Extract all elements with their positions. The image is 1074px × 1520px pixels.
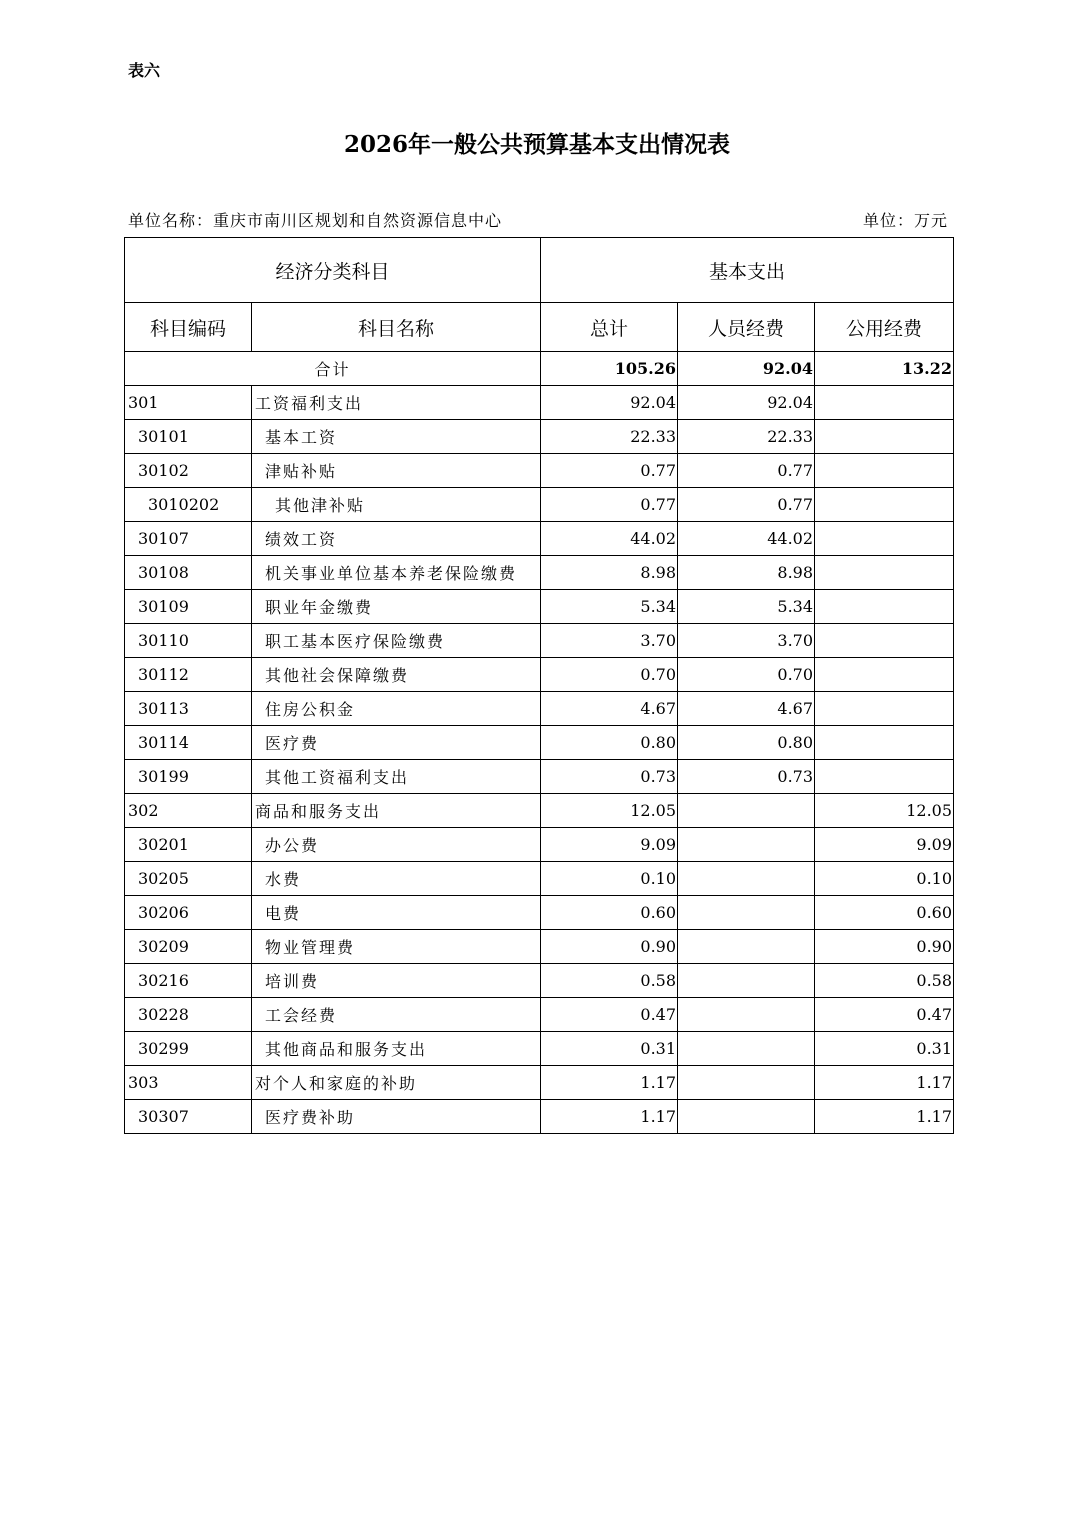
row-total: 0.58 (541, 964, 678, 998)
row-total: 0.70 (541, 658, 678, 692)
row-code: 3010202 (125, 488, 252, 522)
row-code: 30101 (125, 420, 252, 454)
row-code: 30307 (125, 1100, 252, 1134)
row-total: 0.31 (541, 1032, 678, 1066)
row-public (815, 760, 954, 794)
row-personnel: 8.98 (678, 556, 815, 590)
table-row (125, 1032, 954, 1066)
row-personnel (678, 828, 815, 862)
row-personnel (678, 930, 815, 964)
row-total: 1.17 (541, 1100, 678, 1134)
row-public (815, 590, 954, 624)
row-public: 0.31 (815, 1032, 954, 1066)
row-public: 1.17 (815, 1100, 954, 1134)
row-total: 0.60 (541, 896, 678, 930)
table-row (125, 794, 954, 828)
row-personnel: 3.70 (678, 624, 815, 658)
row-code: 30108 (125, 556, 252, 590)
header-row-group (125, 238, 954, 303)
row-total: 12.05 (541, 794, 678, 828)
unit-name-label: 单位名称：重庆市南川区规划和自然资源信息中心 (128, 211, 503, 230)
row-public: 9.09 (815, 828, 954, 862)
row-name: 培训费 (252, 964, 541, 998)
table-row (125, 896, 954, 930)
row-total: 0.77 (541, 488, 678, 522)
table-row (125, 930, 954, 964)
header-total: 总计 (541, 303, 678, 352)
row-personnel: 5.34 (678, 590, 815, 624)
row-name: 其他商品和服务支出 (252, 1032, 541, 1066)
row-public: 0.90 (815, 930, 954, 964)
row-personnel (678, 862, 815, 896)
table-row (125, 658, 954, 692)
table-row (125, 590, 954, 624)
row-personnel: 0.77 (678, 454, 815, 488)
row-code: 30216 (125, 964, 252, 998)
row-personnel: 92.04 (678, 386, 815, 420)
row-total: 3.70 (541, 624, 678, 658)
row-personnel: 0.80 (678, 726, 815, 760)
table-row (125, 624, 954, 658)
row-code: 302 (125, 794, 252, 828)
row-code: 30114 (125, 726, 252, 760)
row-code: 30299 (125, 1032, 252, 1066)
row-name: 物业管理费 (252, 930, 541, 964)
row-name: 工资福利支出 (252, 386, 541, 420)
row-public (815, 692, 954, 726)
table-row (125, 556, 954, 590)
row-personnel: 0.70 (678, 658, 815, 692)
table-row (125, 386, 954, 420)
row-total: 0.90 (541, 930, 678, 964)
table-row (125, 522, 954, 556)
row-code: 30206 (125, 896, 252, 930)
row-code: 303 (125, 1066, 252, 1100)
row-personnel: 22.33 (678, 420, 815, 454)
row-public (815, 624, 954, 658)
row-name: 对个人和家庭的补助 (252, 1066, 541, 1100)
table-row (125, 964, 954, 998)
header-personnel: 人员经费 (678, 303, 815, 352)
row-code: 30107 (125, 522, 252, 556)
row-public: 0.60 (815, 896, 954, 930)
row-total: 0.77 (541, 454, 678, 488)
row-total: 44.02 (541, 522, 678, 556)
total-row (125, 352, 954, 386)
row-total: 92.04 (541, 386, 678, 420)
row-name: 其他工资福利支出 (252, 760, 541, 794)
row-public (815, 420, 954, 454)
header-basic-expenditure: 基本支出 (541, 238, 954, 303)
total-public: 13.22 (815, 352, 954, 386)
row-name: 医疗费 (252, 726, 541, 760)
header-code: 科目编码 (125, 303, 252, 352)
row-name: 津贴补贴 (252, 454, 541, 488)
table-row (125, 1066, 954, 1100)
total-personnel: 92.04 (678, 352, 815, 386)
row-name: 医疗费补助 (252, 1100, 541, 1134)
table-row (125, 828, 954, 862)
row-personnel (678, 1066, 815, 1100)
row-personnel (678, 964, 815, 998)
row-total: 5.34 (541, 590, 678, 624)
row-public (815, 454, 954, 488)
header-row-columns (125, 303, 954, 352)
row-public (815, 488, 954, 522)
total-label: 合计 (125, 352, 541, 386)
row-name: 电费 (252, 896, 541, 930)
expenditure-table (124, 237, 954, 1134)
row-personnel (678, 794, 815, 828)
row-code: 30112 (125, 658, 252, 692)
table-row (125, 488, 954, 522)
row-personnel: 44.02 (678, 522, 815, 556)
row-name: 绩效工资 (252, 522, 541, 556)
row-code: 30201 (125, 828, 252, 862)
row-name: 水费 (252, 862, 541, 896)
document-title: 2026年一般公共预算基本支出情况表 (343, 131, 730, 158)
row-personnel (678, 1032, 815, 1066)
row-public: 12.05 (815, 794, 954, 828)
table-row (125, 998, 954, 1032)
row-public: 0.10 (815, 862, 954, 896)
row-total: 1.17 (541, 1066, 678, 1100)
unit-label: 单位：万元 (862, 211, 948, 230)
row-total: 4.67 (541, 692, 678, 726)
row-name: 办公费 (252, 828, 541, 862)
row-public: 0.47 (815, 998, 954, 1032)
header-name: 科目名称 (252, 303, 541, 352)
row-code: 30199 (125, 760, 252, 794)
row-total: 8.98 (541, 556, 678, 590)
row-code: 30205 (125, 862, 252, 896)
row-name: 基本工资 (252, 420, 541, 454)
row-public (815, 522, 954, 556)
row-code: 30110 (125, 624, 252, 658)
row-name: 职业年金缴费 (252, 590, 541, 624)
row-public: 1.17 (815, 1066, 954, 1100)
row-name: 机关事业单位基本养老保险缴费 (252, 556, 541, 590)
row-total: 9.09 (541, 828, 678, 862)
row-personnel: 0.73 (678, 760, 815, 794)
table-row (125, 862, 954, 896)
row-code: 30209 (125, 930, 252, 964)
row-total: 0.10 (541, 862, 678, 896)
row-total: 22.33 (541, 420, 678, 454)
row-personnel: 0.77 (678, 488, 815, 522)
row-total: 0.80 (541, 726, 678, 760)
header-economic-category: 经济分类科目 (125, 238, 541, 303)
header-public: 公用经费 (815, 303, 954, 352)
row-public (815, 658, 954, 692)
row-public (815, 726, 954, 760)
row-total: 0.73 (541, 760, 678, 794)
row-personnel (678, 998, 815, 1032)
row-name: 商品和服务支出 (252, 794, 541, 828)
row-name: 住房公积金 (252, 692, 541, 726)
row-code: 30113 (125, 692, 252, 726)
row-public: 0.58 (815, 964, 954, 998)
row-total: 0.47 (541, 998, 678, 1032)
table-row (125, 692, 954, 726)
row-public (815, 386, 954, 420)
row-code: 30102 (125, 454, 252, 488)
row-code: 301 (125, 386, 252, 420)
table-row (125, 420, 954, 454)
row-code: 30109 (125, 590, 252, 624)
row-personnel (678, 896, 815, 930)
row-code: 30228 (125, 998, 252, 1032)
row-personnel: 4.67 (678, 692, 815, 726)
row-name: 工会经费 (252, 998, 541, 1032)
row-name: 其他社会保障缴费 (252, 658, 541, 692)
total-total: 105.26 (541, 352, 678, 386)
table-row (125, 454, 954, 488)
table-row (125, 1100, 954, 1134)
table-row (125, 726, 954, 760)
row-personnel (678, 1100, 815, 1134)
row-name: 其他津补贴 (252, 488, 541, 522)
table-tag: 表六 (128, 61, 161, 80)
row-public (815, 556, 954, 590)
table-row (125, 760, 954, 794)
row-name: 职工基本医疗保险缴费 (252, 624, 541, 658)
